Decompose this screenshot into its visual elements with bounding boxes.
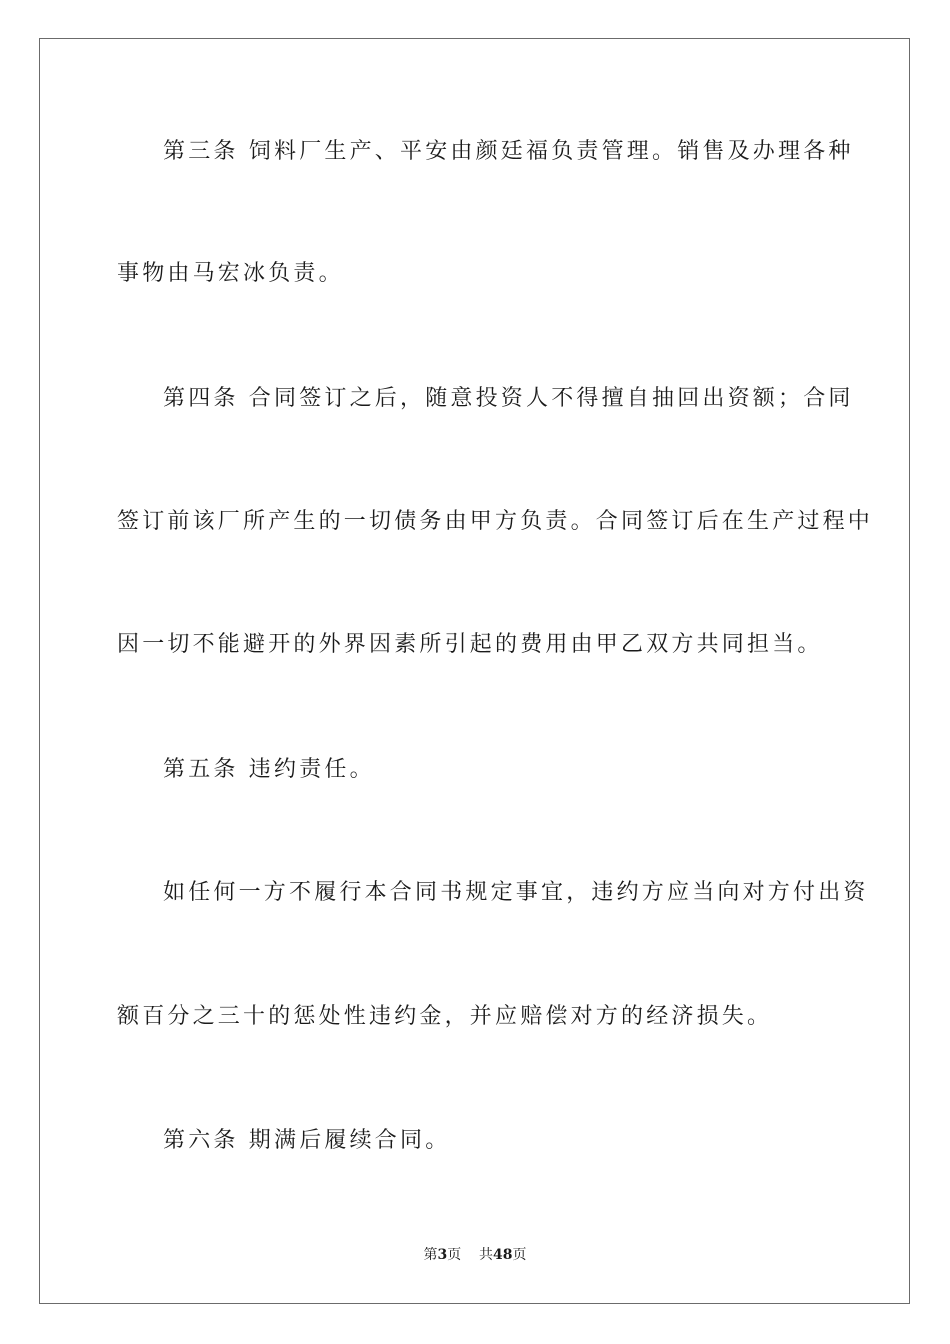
article-6-heading: 第六条 期满后履续合同。	[163, 1128, 451, 1153]
article-3-line-2: 事物由马宏冰负责。	[117, 261, 344, 286]
page-number: 3	[437, 1247, 448, 1263]
page-footer	[0, 1245, 950, 1265]
total-prefix: 共	[479, 1247, 494, 1263]
breach-clause-line-2: 额百分之三十的惩处性违约金，并应赔偿对方的经济损失。	[117, 1004, 773, 1029]
article-3-line-1: 第三条 饲料厂生产、平安由颜廷福负责管理。销售及办理各种	[163, 139, 854, 164]
breach-clause-line-1: 如任何一方不履行本合同书规定事宜，违约方应当向对方付出资	[163, 880, 869, 905]
page-prefix: 第	[423, 1247, 438, 1263]
article-4-line-3: 因一切不能避开的外界因素所引起的费用由甲乙双方共同担当。	[117, 632, 823, 657]
page-border	[39, 38, 910, 1304]
article-4-line-2: 签订前该厂所产生的一切债务由甲方负责。合同签订后在生产过程中	[117, 509, 874, 534]
page-suffix: 页	[447, 1247, 462, 1263]
total-pages: 48	[493, 1247, 513, 1263]
total-suffix: 页	[512, 1247, 527, 1263]
article-5-heading: 第五条 违约责任。	[163, 757, 375, 782]
article-4-line-1: 第四条 合同签订之后，随意投资人不得擅自抽回出资额；合同	[163, 386, 854, 411]
